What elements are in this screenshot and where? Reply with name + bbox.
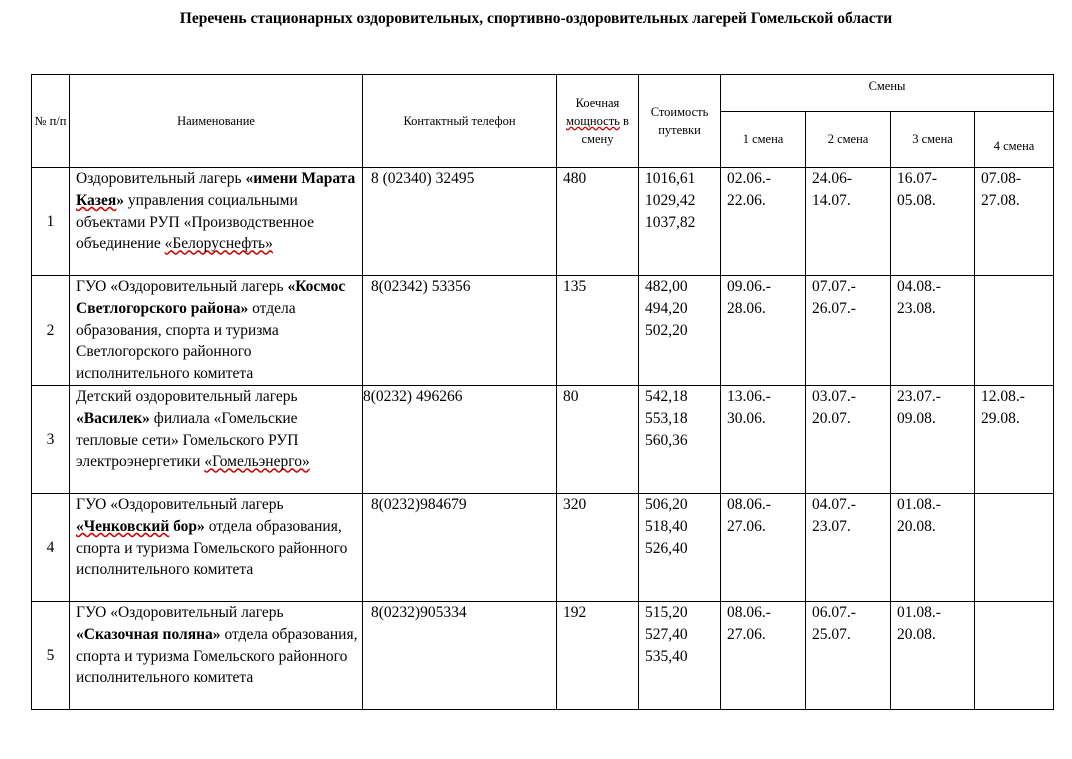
shift-2-dates: 04.07.- 23.07. xyxy=(806,493,891,601)
shift-4-dates xyxy=(975,601,1054,709)
shift-2-dates: 24.06- 14.07. xyxy=(806,168,891,276)
row-number: 4 xyxy=(32,493,70,601)
shift-4-dates xyxy=(975,276,1054,386)
table-row xyxy=(32,168,1054,276)
camp-name: ГУО «Оздоровительный лагерь «Космос Светлогорского района» отдела образования, спорта и туризма Светлогорского районного исполнительного комитета xyxy=(70,276,363,386)
shift-3-dates: 01.08.- 20.08. xyxy=(891,601,975,709)
table-row xyxy=(32,493,1054,601)
shift-3-dates: 04.08.- 23.08. xyxy=(891,276,975,386)
header-shift-1: 1 смена xyxy=(721,112,806,168)
camp-cost: 482,00 494,20 502,20 xyxy=(639,276,721,386)
header-shift-2: 2 смена xyxy=(806,112,891,168)
shift-4-dates: 07.08- 27.08. xyxy=(975,168,1054,276)
camp-capacity: 192 xyxy=(557,601,639,709)
header-name: Наименование xyxy=(70,75,363,168)
shift-1-dates: 13.06.- 30.06. xyxy=(721,385,806,493)
shift-4-dates: 12.08.- 29.08. xyxy=(975,385,1054,493)
row-number: 3 xyxy=(32,385,70,493)
camp-phone: 8(0232)984679 xyxy=(363,493,557,601)
camp-capacity: 480 xyxy=(557,168,639,276)
header-capacity: Коечная мощность в смену xyxy=(557,75,639,168)
table-row xyxy=(32,276,1054,386)
header-phone: Контактный телефон xyxy=(363,75,557,168)
camp-cost: 542,18 553,18 560,36 xyxy=(639,385,721,493)
row-number: 2 xyxy=(32,276,70,386)
camp-name: ГУО «Оздоровительный лагерь «Ченковский бор» отдела образования, спорта и туризма Гомельского районного исполнительного комитета xyxy=(70,493,363,601)
header-row xyxy=(32,75,1054,112)
shift-1-dates: 09.06.- 28.06. xyxy=(721,276,806,386)
shift-1-dates: 08.06.- 27.06. xyxy=(721,493,806,601)
shift-3-dates: 01.08.- 20.08. xyxy=(891,493,975,601)
shift-2-dates: 06.07.- 25.07. xyxy=(806,601,891,709)
header-num: № п/п xyxy=(32,75,70,168)
camp-name: ГУО «Оздоровительный лагерь «Сказочная поляна» отдела образования, спорта и туризма Гомельского районного исполнительного комитета xyxy=(70,601,363,709)
camp-phone: 8(02342) 53356 xyxy=(363,276,557,386)
camps-table xyxy=(31,74,1054,710)
camp-capacity: 80 xyxy=(557,385,639,493)
camp-name: Детский оздоровительный лагерь «Василек» филиала «Гомельские тепловые сети» Гомельского РУП электроэнергетики «Гомельэнерго» xyxy=(70,385,363,493)
row-number: 5 xyxy=(32,601,70,709)
camp-phone: 8(0232)905334 xyxy=(363,601,557,709)
header-shifts: Смены xyxy=(721,75,1054,112)
camp-cost: 506,20 518,40 526,40 xyxy=(639,493,721,601)
camp-capacity: 135 xyxy=(557,276,639,386)
header-shift-3: 3 смена xyxy=(891,112,975,168)
camp-capacity: 320 xyxy=(557,493,639,601)
row-number: 1 xyxy=(32,168,70,276)
shift-2-dates: 03.07.- 20.07. xyxy=(806,385,891,493)
table-row xyxy=(32,385,1054,493)
camp-cost: 515,20 527,40 535,40 xyxy=(639,601,721,709)
shift-1-dates: 02.06.- 22.06. xyxy=(721,168,806,276)
camp-phone: 8(0232) 496266 xyxy=(363,385,557,493)
camp-name: Оздоровительный лагерь «имени Марата Казея» управления социальными объектами РУП «Производственное объединение «Белоруснефть» xyxy=(70,168,363,276)
camp-phone: 8 (02340) 32495 xyxy=(363,168,557,276)
camp-cost: 1016,61 1029,42 1037,82 xyxy=(639,168,721,276)
header-cost: Стоимость путевки xyxy=(639,75,721,168)
table-row xyxy=(32,601,1054,709)
shift-3-dates: 23.07.- 09.08. xyxy=(891,385,975,493)
shift-2-dates: 07.07.- 26.07.- xyxy=(806,276,891,386)
shift-1-dates: 08.06.- 27.06. xyxy=(721,601,806,709)
header-shift-4: 4 смена xyxy=(975,112,1054,168)
page-title: Перечень стационарных оздоровительных, спортивно-оздоровительных лагерей Гомельской области xyxy=(179,10,893,27)
shift-3-dates: 16.07- 05.08. xyxy=(891,168,975,276)
shift-4-dates xyxy=(975,493,1054,601)
